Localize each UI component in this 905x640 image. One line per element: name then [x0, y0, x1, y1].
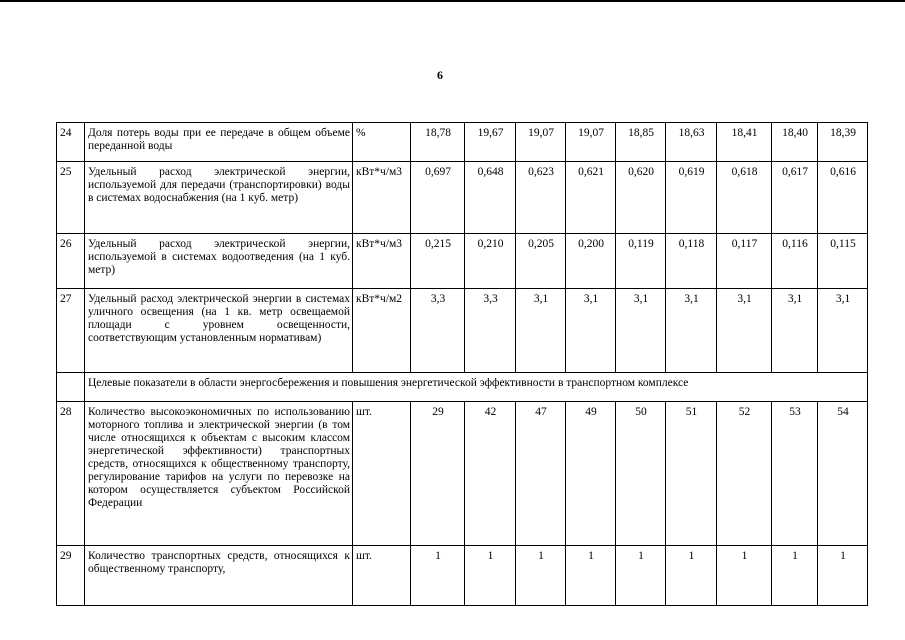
value-cell: 3,1 — [666, 289, 717, 373]
value-cell: 47 — [516, 402, 566, 546]
value-cell: 18,85 — [616, 123, 666, 162]
value-cell: 18,41 — [717, 123, 772, 162]
indicator-name: Количество транспортных средств, относящихся к общественному транспорту, — [85, 546, 353, 606]
value-cell: 53 — [772, 402, 818, 546]
value-cell: 19,07 — [516, 123, 566, 162]
indicators-table — [56, 122, 868, 606]
unit-cell: шт. — [353, 402, 411, 546]
value-cell: 19,67 — [465, 123, 516, 162]
value-cell: 1 — [411, 546, 465, 606]
value-cell: 3,1 — [516, 289, 566, 373]
section-row — [57, 373, 868, 402]
value-cell: 1 — [717, 546, 772, 606]
value-cell: 1 — [465, 546, 516, 606]
row-number: 24 — [57, 123, 85, 162]
unit-cell: кВт*ч/м3 — [353, 234, 411, 289]
value-cell: 3,1 — [818, 289, 868, 373]
value-cell: 1 — [566, 546, 616, 606]
value-cell: 29 — [411, 402, 465, 546]
value-cell: 52 — [717, 402, 772, 546]
value-cell: 0,697 — [411, 162, 465, 234]
value-cell: 0,616 — [818, 162, 868, 234]
value-cell: 54 — [818, 402, 868, 546]
value-cell: 0,617 — [772, 162, 818, 234]
table-row — [57, 123, 868, 162]
unit-cell: шт. — [353, 546, 411, 606]
value-cell: 18,78 — [411, 123, 465, 162]
page-number: 6 — [437, 68, 443, 82]
value-cell: 3,3 — [465, 289, 516, 373]
table-row — [57, 402, 868, 546]
indicator-name: Количество высокоэкономичных по использованию моторного топлива и электрической энергии (в том числе относящихся к объектам с высоким классом энергетической эффективности) транспортных средств, относящихся к общественному транспорту, регулирование тарифов на услуги по перевозке на котором осуществляется субъектом Российской Федерации — [85, 402, 353, 546]
value-cell: 0,115 — [818, 234, 868, 289]
value-cell: 0,205 — [516, 234, 566, 289]
value-cell: 0,215 — [411, 234, 465, 289]
value-cell: 3,3 — [411, 289, 465, 373]
value-cell: 0,117 — [717, 234, 772, 289]
value-cell: 1 — [666, 546, 717, 606]
unit-cell: % — [353, 123, 411, 162]
table-row — [57, 289, 868, 373]
unit-cell: кВт*ч/м3 — [353, 162, 411, 234]
value-cell: 0,118 — [666, 234, 717, 289]
value-cell: 18,39 — [818, 123, 868, 162]
value-cell: 42 — [465, 402, 516, 546]
value-cell: 18,63 — [666, 123, 717, 162]
value-cell: 0,116 — [772, 234, 818, 289]
value-cell: 19,07 — [566, 123, 616, 162]
section-title: Целевые показатели в области энергосбережения и повышения энергетической эффективности в транспортном комплексе — [85, 373, 868, 402]
value-cell: 0,621 — [566, 162, 616, 234]
value-cell: 0,200 — [566, 234, 616, 289]
table-row — [57, 162, 868, 234]
indicator-name: Удельный расход электрической энергии, используемой в системах водоотведения (на 1 куб. метр) — [85, 234, 353, 289]
row-number: 28 — [57, 402, 85, 546]
section-number-cell — [57, 373, 85, 402]
table-row — [57, 546, 868, 606]
value-cell: 49 — [566, 402, 616, 546]
value-cell: 0,623 — [516, 162, 566, 234]
value-cell: 3,1 — [616, 289, 666, 373]
row-number: 25 — [57, 162, 85, 234]
row-number: 26 — [57, 234, 85, 289]
indicator-name: Удельный расход электрической энергии, используемой для передачи (транспортировки) воды в системах водоснабжения (на 1 куб. метр) — [85, 162, 353, 234]
row-number: 29 — [57, 546, 85, 606]
value-cell: 0,618 — [717, 162, 772, 234]
value-cell: 3,1 — [566, 289, 616, 373]
unit-cell: кВт*ч/м2 — [353, 289, 411, 373]
value-cell: 0,620 — [616, 162, 666, 234]
value-cell: 3,1 — [717, 289, 772, 373]
value-cell: 1 — [616, 546, 666, 606]
table-row — [57, 234, 868, 289]
value-cell: 51 — [666, 402, 717, 546]
value-cell: 1 — [516, 546, 566, 606]
row-number: 27 — [57, 289, 85, 373]
indicator-name: Удельный расход электрической энергии в системах уличного освещения (на 1 кв. метр освещаемой площади с уровнем освещенности, соответствующим установленным нормативам) — [85, 289, 353, 373]
indicator-name: Доля потерь воды при ее передаче в общем объеме переданной воды — [85, 123, 353, 162]
value-cell: 18,40 — [772, 123, 818, 162]
top-border-line — [0, 0, 905, 2]
value-cell: 1 — [818, 546, 868, 606]
value-cell: 1 — [772, 546, 818, 606]
value-cell: 0,119 — [616, 234, 666, 289]
value-cell: 0,648 — [465, 162, 516, 234]
value-cell: 3,1 — [772, 289, 818, 373]
value-cell: 0,619 — [666, 162, 717, 234]
value-cell: 0,210 — [465, 234, 516, 289]
value-cell: 50 — [616, 402, 666, 546]
